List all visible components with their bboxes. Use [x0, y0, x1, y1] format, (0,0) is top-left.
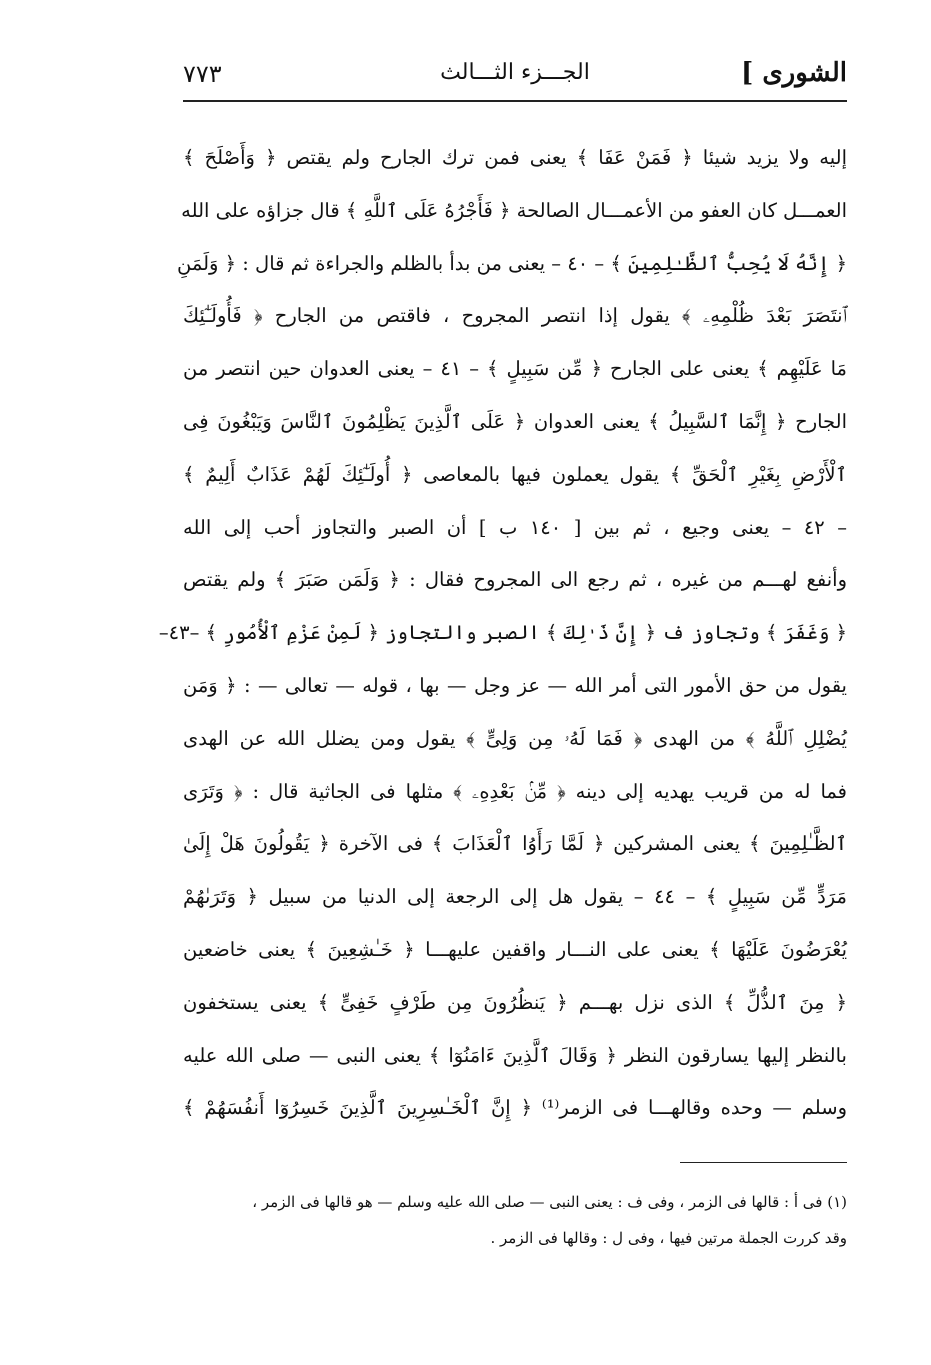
page-header [183, 52, 847, 98]
text-line: العمـــل كان العفو من الأعمـــال الصالحة ﴿ فَأَجْرُهُ عَلَى ٱللَّهِ ﴾ قال جزاؤه على الله [181, 198, 847, 222]
text-line: يقول من حق الأمور التى أمر الله — عز وجل — بها ، قوله — تعالى — : ﴿ وَمَن [183, 673, 847, 697]
text-line: ﴿ وَغَفَرَ ﴾ وتجاوز ف ﴿ إِنَّ ذَ ٰلِكَ ﴾ الصبر والتجاوز ﴿ لَمِنْ عَزْمِ ٱلْأُمُورِ ﴾ –٤٣– [158, 621, 847, 645]
text-line: ٱنتَصَرَ بَعْدَ ظُلْمِهِۦ ﴾ يقول إذا انتصر المجروح ، فاقتص من الجارح ﴿ فَأُولَـٰٓئِكَ [183, 304, 847, 328]
footnote-rule [680, 1162, 847, 1163]
footnote-line: وقد كررت الجملة مرتين فيها ، وفى ل : وقالها فى الزمر . [490, 1229, 847, 1247]
text-line: يُعْرَضُونَ عَلَيْهَا ﴾ يعنى على النـــار واقفين عليهـــا ﴿ خَـٰشِعِينَ ﴾ يعنى خاضعين [183, 937, 847, 961]
text-line: – ٤٢ – يعنى وجيع ، ثم بين [ ١٤٠ ب ] أن الصبر والتجاوز أحب إلى الله [183, 515, 847, 539]
volume-title: الجـــزء الثـــالث [440, 60, 590, 85]
text-line: الجارح ﴿ إِنَّمَا ٱلسَّبِيلُ ﴾ يعنى العدوان ﴿ عَلَى ٱلَّذِينَ يَظْلِمُونَ ٱلنَّاسَ وَيَبْغُونَ فِى [183, 409, 847, 433]
text-line: إليه ولا يزيد شيئا ﴿ فَمَنْ عَفَا ﴾ يعنى فمن ترك الجارح ولم يقتص ﴿ وَأَصْلَحَ ﴾ [183, 146, 847, 169]
text-line: ٱلظَّـٰلِمِينَ ﴾ يعنى المشركين ﴿ لَمَّا رَأَوُا ٱلْعَذَابَ ﴾ فى الآخرة ﴿ يَقُولُونَ هَلْ إِلَىٰ [183, 832, 847, 856]
text-line: وأنفع لهـــم من غيره ، ثم رجع الى المجروح فقال : ﴿ وَلَمَن صَبَرَ ﴾ ولم يقتص [183, 568, 847, 592]
text-line: ﴿ مِنَ ٱلذُّلِّ ﴾ الذى نزل بهـــم ﴿ يَنظُرُونَ مِن طَرْفٍ خَفِىٍّ ﴾ يعنى يستخفون [183, 990, 847, 1014]
text-line: مَرَدٍّ مِّن سَبِيلٍ ﴾ – ٤٤ – يقول هل إلى الرجعة إلى الدنيا من سبيل ﴿ وَتَرَىٰهُمْ [183, 885, 847, 909]
text-line: يُضْلِلِ ٱللَّهُ ﴾ من الهدى ﴿ فَمَا لَهُۥ مِن وَلِىٍّ ﴾ يقول ومن يضلل الله عن الهدى [183, 726, 847, 750]
text-line: بالنظر إليها يسارقون النظر ﴿ وَقَالَ ٱلَّذِينَ ءَامَنُوٓا ﴾ يعنى النبى — صلى الله عليه [183, 1043, 847, 1067]
main-text [158, 132, 847, 1135]
header-rule [183, 100, 847, 102]
footnote-line: (١) فى أ : قالها فى الزمر ، وفى ف : يعنى النبى — صلى الله عليه وسلم — هو قالها فى الزمر ، [252, 1193, 847, 1211]
text-line: فما له من قريب يهديه إلى دينه ﴿ مِّنۢ بَعْدِهِۦ ﴾ مثلها فى الجاثية قال : ﴿ وَتَرَى [183, 779, 847, 803]
surah-name: الشورى ] [740, 58, 847, 88]
text-line: مَا عَلَيْهِم ﴾ يعنى على الجارح ﴿ مِّن سَبِيلٍ ﴾ – ٤١ – يعنى العدوان حين انتصر من [183, 357, 847, 381]
text-line: ﴿ إِنَّهُ لَا يُحِبُّ ٱلظَّـٰلِمِينَ ﴾ – ٤٠ – يعنى من بدأ بالظلم والجراءة ثم قال : ﴿ وَلَمَنِ [176, 251, 847, 275]
page-number: ٧٧٣ [183, 60, 222, 88]
text-line: ٱلْأَرْضِ بِغَيْرِ ٱلْحَقِّ ﴾ يقول يعملون فيها بالمعاصى ﴿ أُولَـٰٓئِكَ لَهُمْ عَذَابٌ أَلِيمٌ ﴾ [183, 462, 847, 486]
text-line: وسلم — وحده وقالهـــا فى الزمر⁽¹⁾ ﴿ إِنَّ ٱلْخَـٰسِرِينَ ٱلَّذِينَ خَسِرُوٓا أَنفُسَهُمْ ﴾ [183, 1096, 847, 1120]
footnotes [183, 1184, 847, 1256]
